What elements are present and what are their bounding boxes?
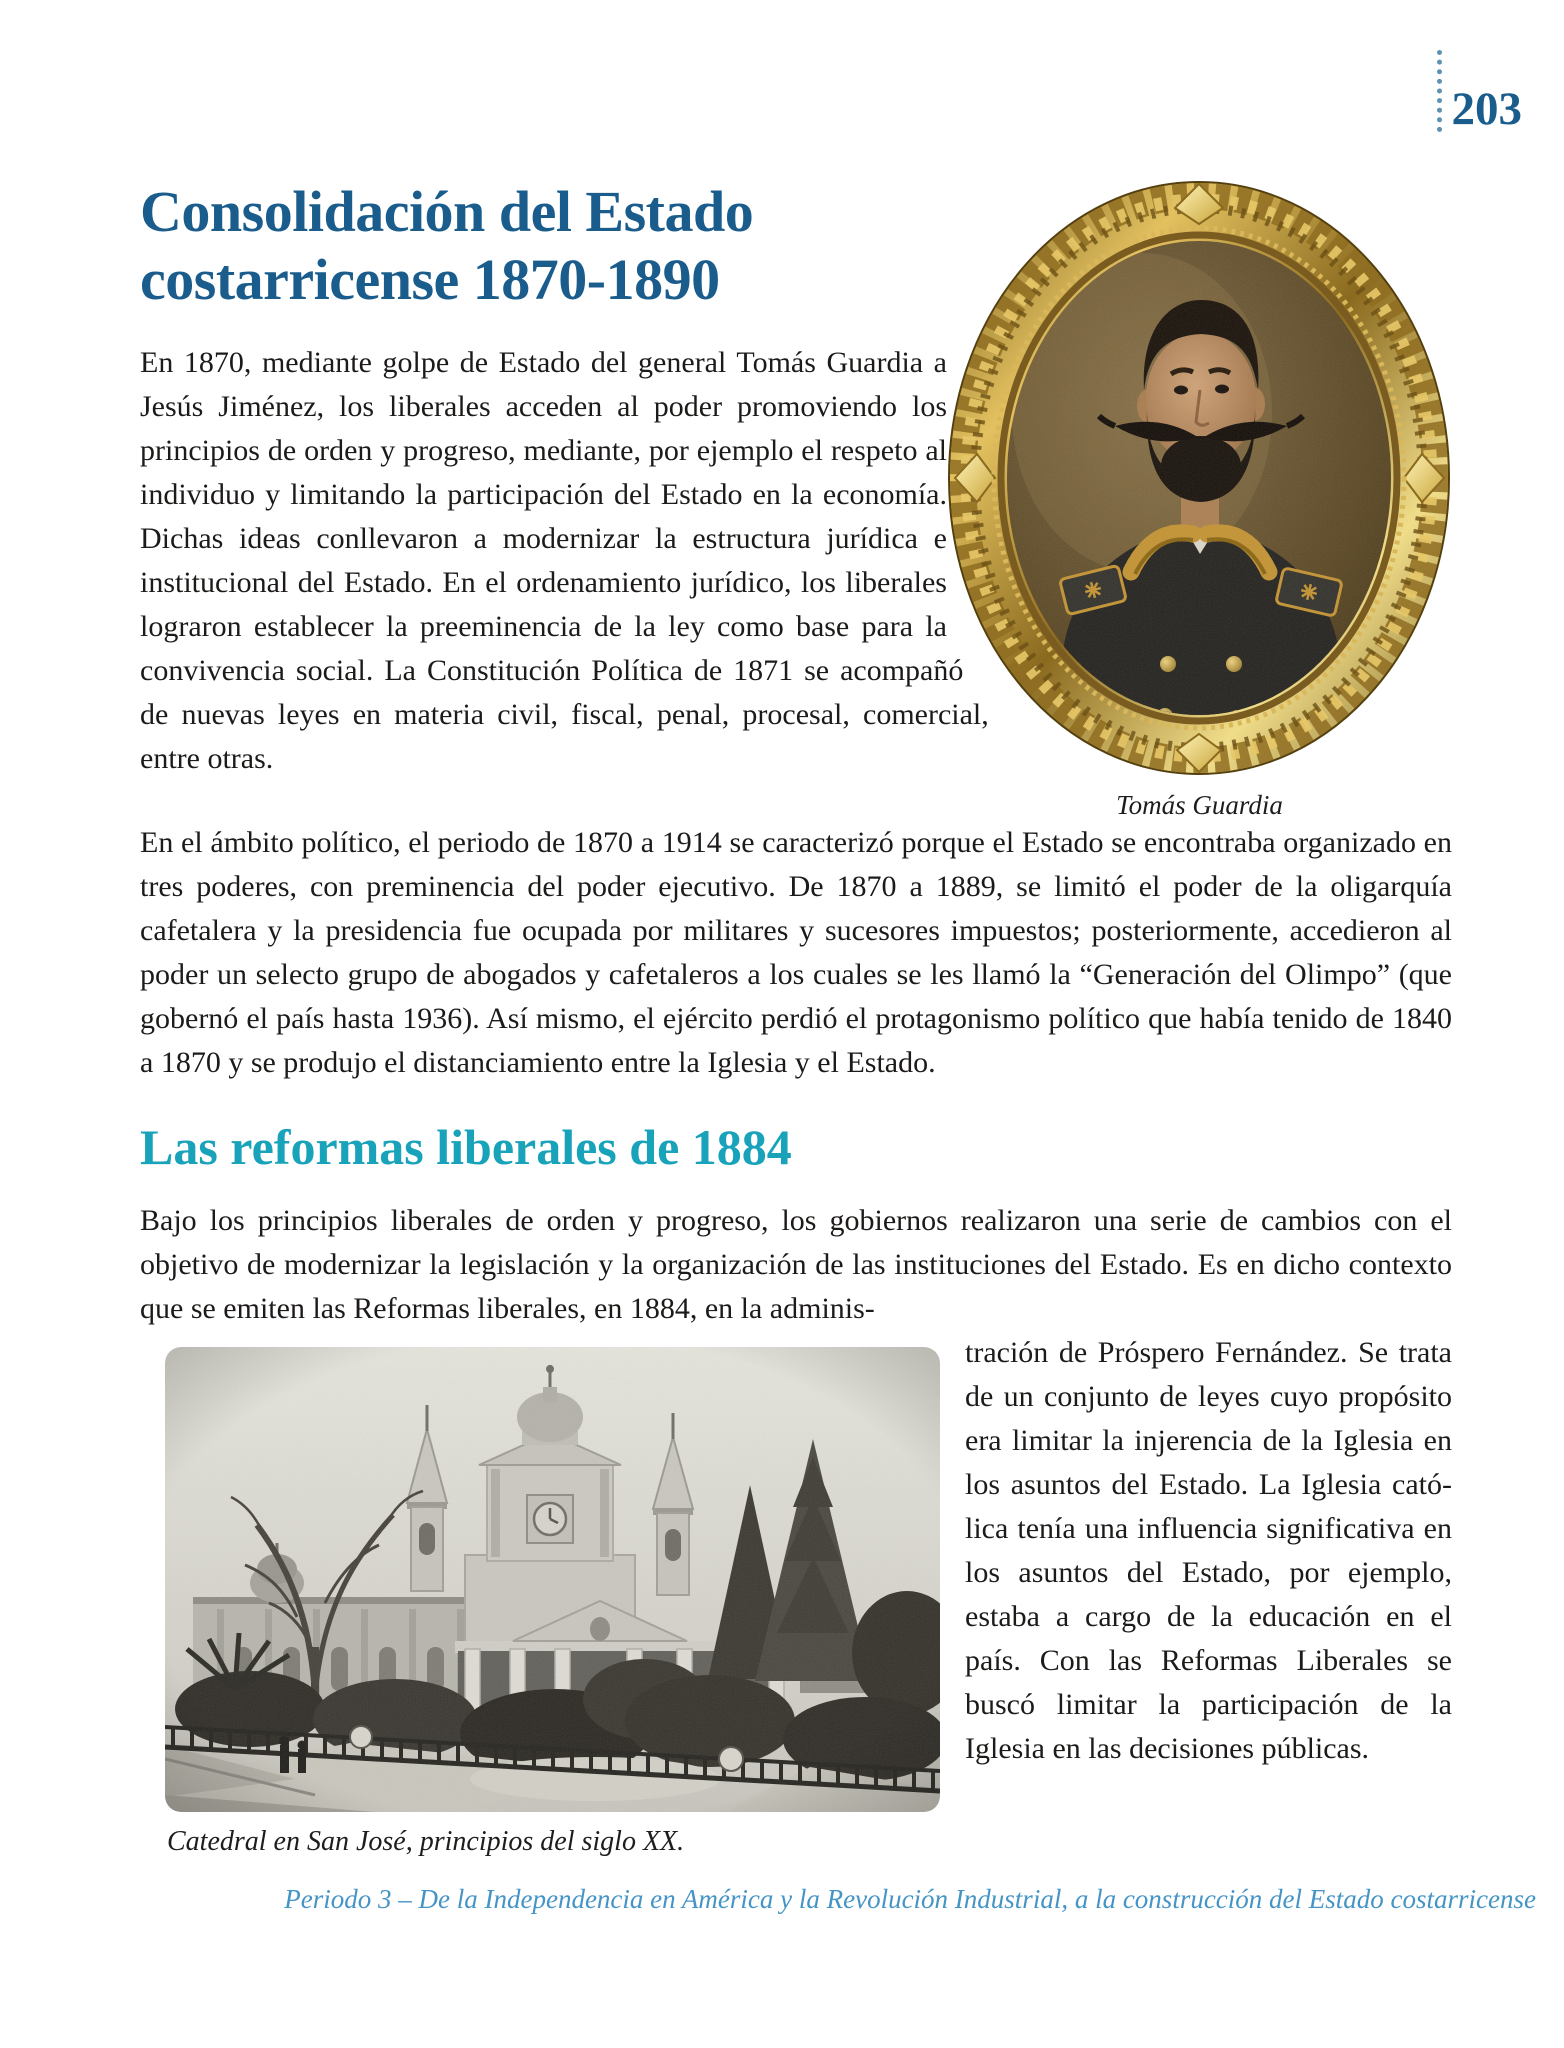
portrait-image [947,178,1452,778]
page-number-block [1437,50,1523,136]
page-number-divider [1437,50,1442,132]
reforms-paragraph-part1: Bajo los principios liberales de orden y progreso, los gobiernos realizaron una serie de cambios con el objetivo de modernizar la legislación y la organización de las instituciones del Estado. Es en dicho contexto que se emiten las Reformas liberales, en 1884, en la adminis- [140,1203,1452,1325]
photo-row [140,1331,1452,1858]
portrait-caption: Tomás Guardia [1116,790,1283,820]
cathedral-photo [165,1347,940,1858]
intro-section [140,178,1452,820]
tomas-guardia-portrait [947,178,1452,821]
section-heading: Las reformas liberales de 1884 [140,1119,792,1175]
page-number: 203 [1451,83,1522,136]
cathedral-caption: Catedral en San José, principios del siglo XX. [167,1825,685,1857]
intro-paragraph: En 1870, mediante golpe de Estado del general Tomás Guardia a Jesús Jiménez, los liberales acceden al poder promoviendo los principios de orden y progreso, mediante, por ejemplo el respeto al individuo y limitando la participación del Estado en la economía. Dichas ideas conllevaron a modernizar la estructura jurídica e institucional del Estado. En el ordenamiento jurídico, los liberales lograron establecer la preeminencia de la ley como base para la convivencia social. La Constitución Política de 1871 se acompañó de nuevas leyes en materia civil, fiscal, penal, procesal, comercial, entre otras. [140,345,989,775]
politics-paragraph: En el ámbito político, el periodo de 1870 a 1914 se caracterizó porque el Estado se encontraba organizado en tres poderes, con preminencia del poder ejecutivo. De 1870 a 1889, se limitó el poder de la oligarquía cafetalera y la presidencia fue ocupada por militares y sucesores impuestos; posteriormente, accedieron al poder un selecto grupo de abogados y cafetaleros a los cuales se les llamó la “Generación del Olimpo” (que gobernó el país hasta 1936). Así mismo, el ejército perdió el protagonismo político que había tenido de 1840 a 1870 y se produjo el distanciamiento entre la Iglesia y el Estado. [140,826,1452,1079]
reforms-paragraph-part2: tración de Próspero Fernández. Se trata de un conjunto de leyes cuyo propósito era limitar la injerencia de la Iglesia en los asuntos del Estado. La Iglesia católica tenía una influencia significativa en los asuntos del Estado, por ejemplo, estaba a cargo de la educación en el país. Con las Reformas Liberales se buscó limitar la participación de la Iglesia en las decisiones públicas. [965,1335,1452,1765]
page-footer: Periodo 3 – De la Independencia en América y la Revolución Industrial, a la construcción del Estado costarricense [284,1883,1536,1914]
cathedral-photo-image [165,1347,940,1812]
page-title: Consolidación del Estado costarricense 1870-1890 [140,179,754,313]
